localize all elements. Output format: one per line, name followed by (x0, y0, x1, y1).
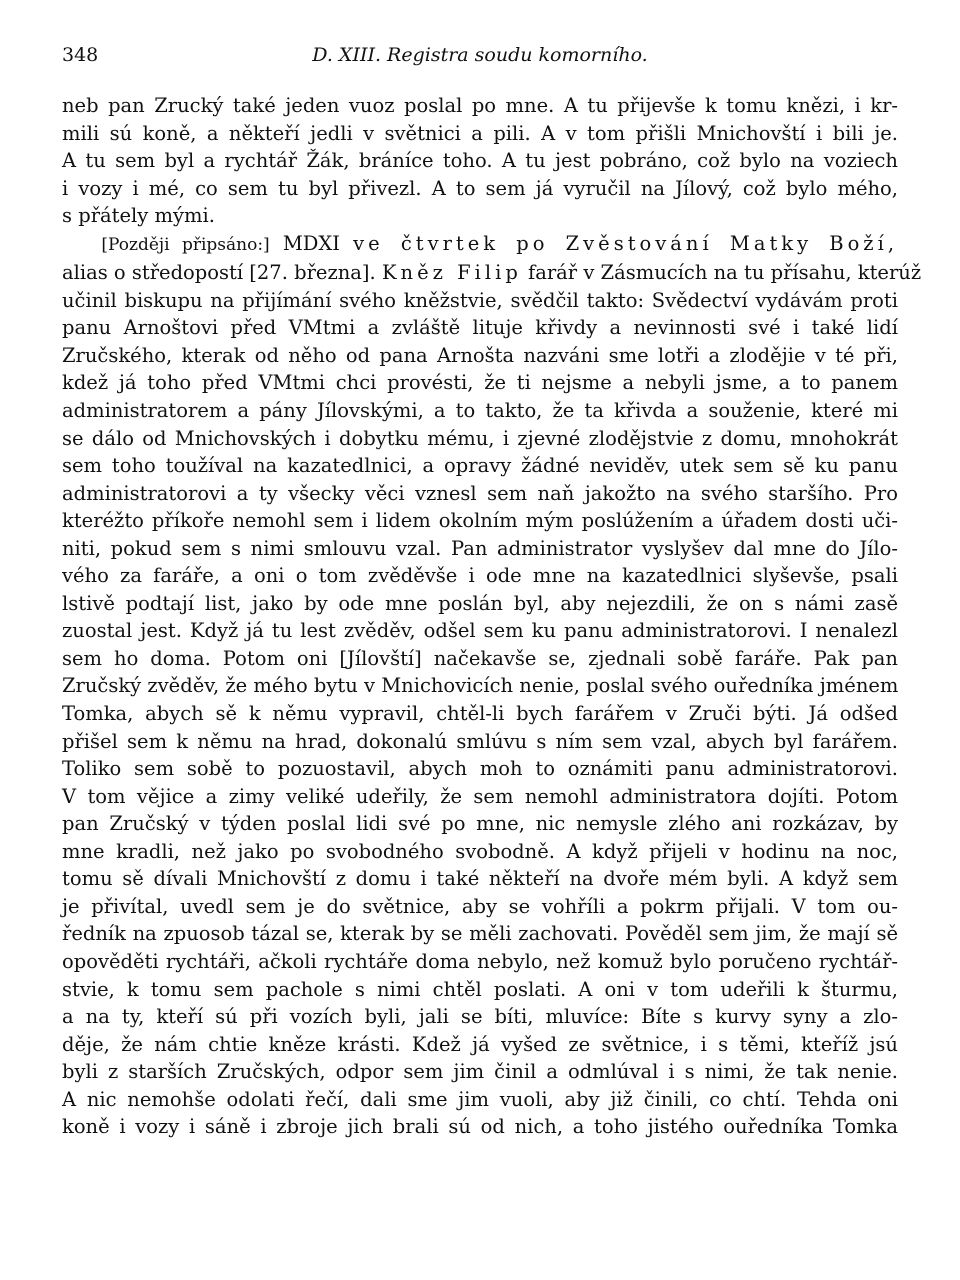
text-line: A nic nemohše odolati řečí, dali sme jim vuoli, aby již činili, co chtí. Tehda oni (62, 1087, 898, 1111)
text-line: zuostal jest. Když já tu lest zvěděv, odšel sem ku panu administratorovi. I nenalezl (62, 619, 898, 643)
text-line: lstivě podtají list, jako by ode mne poslán byl, aby nejezdili, že on s námi zasě (62, 591, 898, 615)
text-line: niti, pokud sem s nimi smlouvu vzal. Pan administrator vyslyšev dal mne do Jílo- (62, 536, 898, 560)
spaced-name: Kněz Filip (381, 261, 522, 285)
page-header (62, 44, 898, 78)
text-line: koně i vozy i sáně i zbroje jich brali sú od nich, a toho jistého ouředníka Tomka (62, 1115, 898, 1139)
date-text: alias o středopostí [27. března]. (62, 261, 376, 285)
text-line: opověděti rychtáři, ačkoli rychtáře doma nebylo, než komuž bylo poručeno rychtář- (62, 949, 898, 973)
page-number: 348 (62, 44, 99, 66)
paragraph-1 (62, 92, 898, 230)
text-line: a na ty, kteří sú při vozích byli, jali se bíti, mluvíce: Bíte s kurvy syny a zlo- (62, 1005, 898, 1029)
text-line: děje, že nám chtie kněze krásti. Kdež já vyšed ze světnice, i s těmi, kteříž jsú (62, 1032, 898, 1056)
line-text: farář v Zásmucích na tu přísahu, kterúž (528, 261, 922, 285)
text-line: kteréžto příkoře nemohl sem i lidem okolním mým poslúžením a úřadem dosti uči- (62, 509, 898, 533)
spaced-date-text: ve čtvrtek po Zvěstování Matky Boží, (353, 231, 899, 255)
text-line: stvie, k tomu sem pachole s nimi chtěl poslati. A oni v tom udeřili k šturmu, (62, 977, 898, 1001)
text-line: Zručský zvěděv, že mého bytu v Mnichovicích nenie, poslal svého ouředníka jménem (62, 674, 899, 698)
text-line: administratorem a pány Jílovskými, a to takto, že ta křivda a souženie, které mi (62, 399, 898, 423)
running-title: D. XIII. Registra soudu komorního. (312, 44, 648, 66)
text-line: ředník na zpuosob tázal se, kterak by se měli zachovati. Pověděl sem jim, že mají sě (62, 922, 898, 946)
text-line (62, 230, 898, 260)
text-line: neb pan Zrucký také jeden vuoz poslal po mne. A tu přijevše k tomu knězi, i kr- (62, 94, 898, 117)
text-line: se dálo od Mnichovských i dobytku mému, i zjevné zlodějstvie z domu, mnohokrát (62, 426, 898, 450)
paragraph-2-lines (62, 287, 898, 1141)
text-line: Tomka, abych sě k němu vypravil, chtěl-li bych farářem v Zruči býti. Já odšed (62, 702, 898, 726)
text-line: mili sú koně, a někteří jedli v světnici a pili. A v tom přišli Mnichovští i bili je. (62, 121, 898, 145)
text-line: přišel sem k němu na hrad, dokonalú smlúvu s ním sem vzal, abych byl farářem. (62, 729, 898, 753)
text-line: sem toho toužíval na kazatedlnici, a opravy žádné neviděv, utek sem sě ku panu (62, 454, 898, 478)
text-line (62, 259, 922, 287)
body-text (62, 92, 922, 1141)
text-line: pan Zručský v týden poslal lidi své po mne, nic nemysle zlého ani rozkázav, by (62, 812, 898, 836)
text-line: tomu sě dívali Mnichovští z domu i také někteří na dvoře mém byli. A když sem (62, 867, 898, 891)
text-line: je přivítal, uvedl sem je do světnice, aby se vohříli a pokrm přijali. V tom ou- (62, 894, 898, 918)
text-line: kdež já toho před VMtmi chci provésti, že ti nejsme a nebyli jsme, a to panem (62, 371, 898, 395)
text-line: učinil biskupu na přijímání svého kněžstvie, svědčil takto: Svědectví vydávám proti (62, 288, 898, 312)
text-line: byli z starších Zručských, odpor sem jim činil a odmlúval i s nimi, že tak nenie. (62, 1060, 898, 1084)
text-line: Zručského, kterak od něho od pana Arnošta nazváni sme lotři a zlodějie v té při, (62, 343, 898, 367)
text-line: mne kradli, než jako po svobodného svobodně. A když přijeli v hodinu na noc, (62, 839, 898, 863)
text-line: V tom vějice a zimy veliké udeřily, že sem nemohl administratora dojíti. Potom (62, 784, 898, 808)
text-line: s přátely mými. (62, 204, 215, 228)
paragraph-2 (62, 230, 922, 1141)
text-line: vého za faráře, a oni o tom zvěděvše i ode mne na kazatedlnici slyševše, psali (62, 564, 898, 588)
text-line: panu Arnoštovi před VMtmi a zvláště lituje křivdy a nevinnosti své i také lidí (62, 316, 898, 340)
text-line: Toliko sem sobě to pozuostavil, abych moh to oznámiti panu administratorovi. (62, 757, 898, 781)
text-line: i vozy i mé, co sem tu byl přivezl. A to sem já vyručil na Jílový, což bylo mého, (62, 176, 898, 200)
text-line: A tu sem byl a rychtář Žák, bráníce toho. A tu jest pobráno, což bylo na voziech (62, 149, 898, 173)
text-line: administratorovi a ty všecky věci vznesl sem naň jakožto na svého staršího. Pro (62, 481, 898, 505)
date-roman: MDXI (282, 231, 341, 255)
editorial-note: [Později připsáno:] (101, 234, 270, 255)
text-line: sem ho doma. Potom oni [Jílovští] načekavše se, zjednali sobě faráře. Pak pan (62, 646, 898, 670)
